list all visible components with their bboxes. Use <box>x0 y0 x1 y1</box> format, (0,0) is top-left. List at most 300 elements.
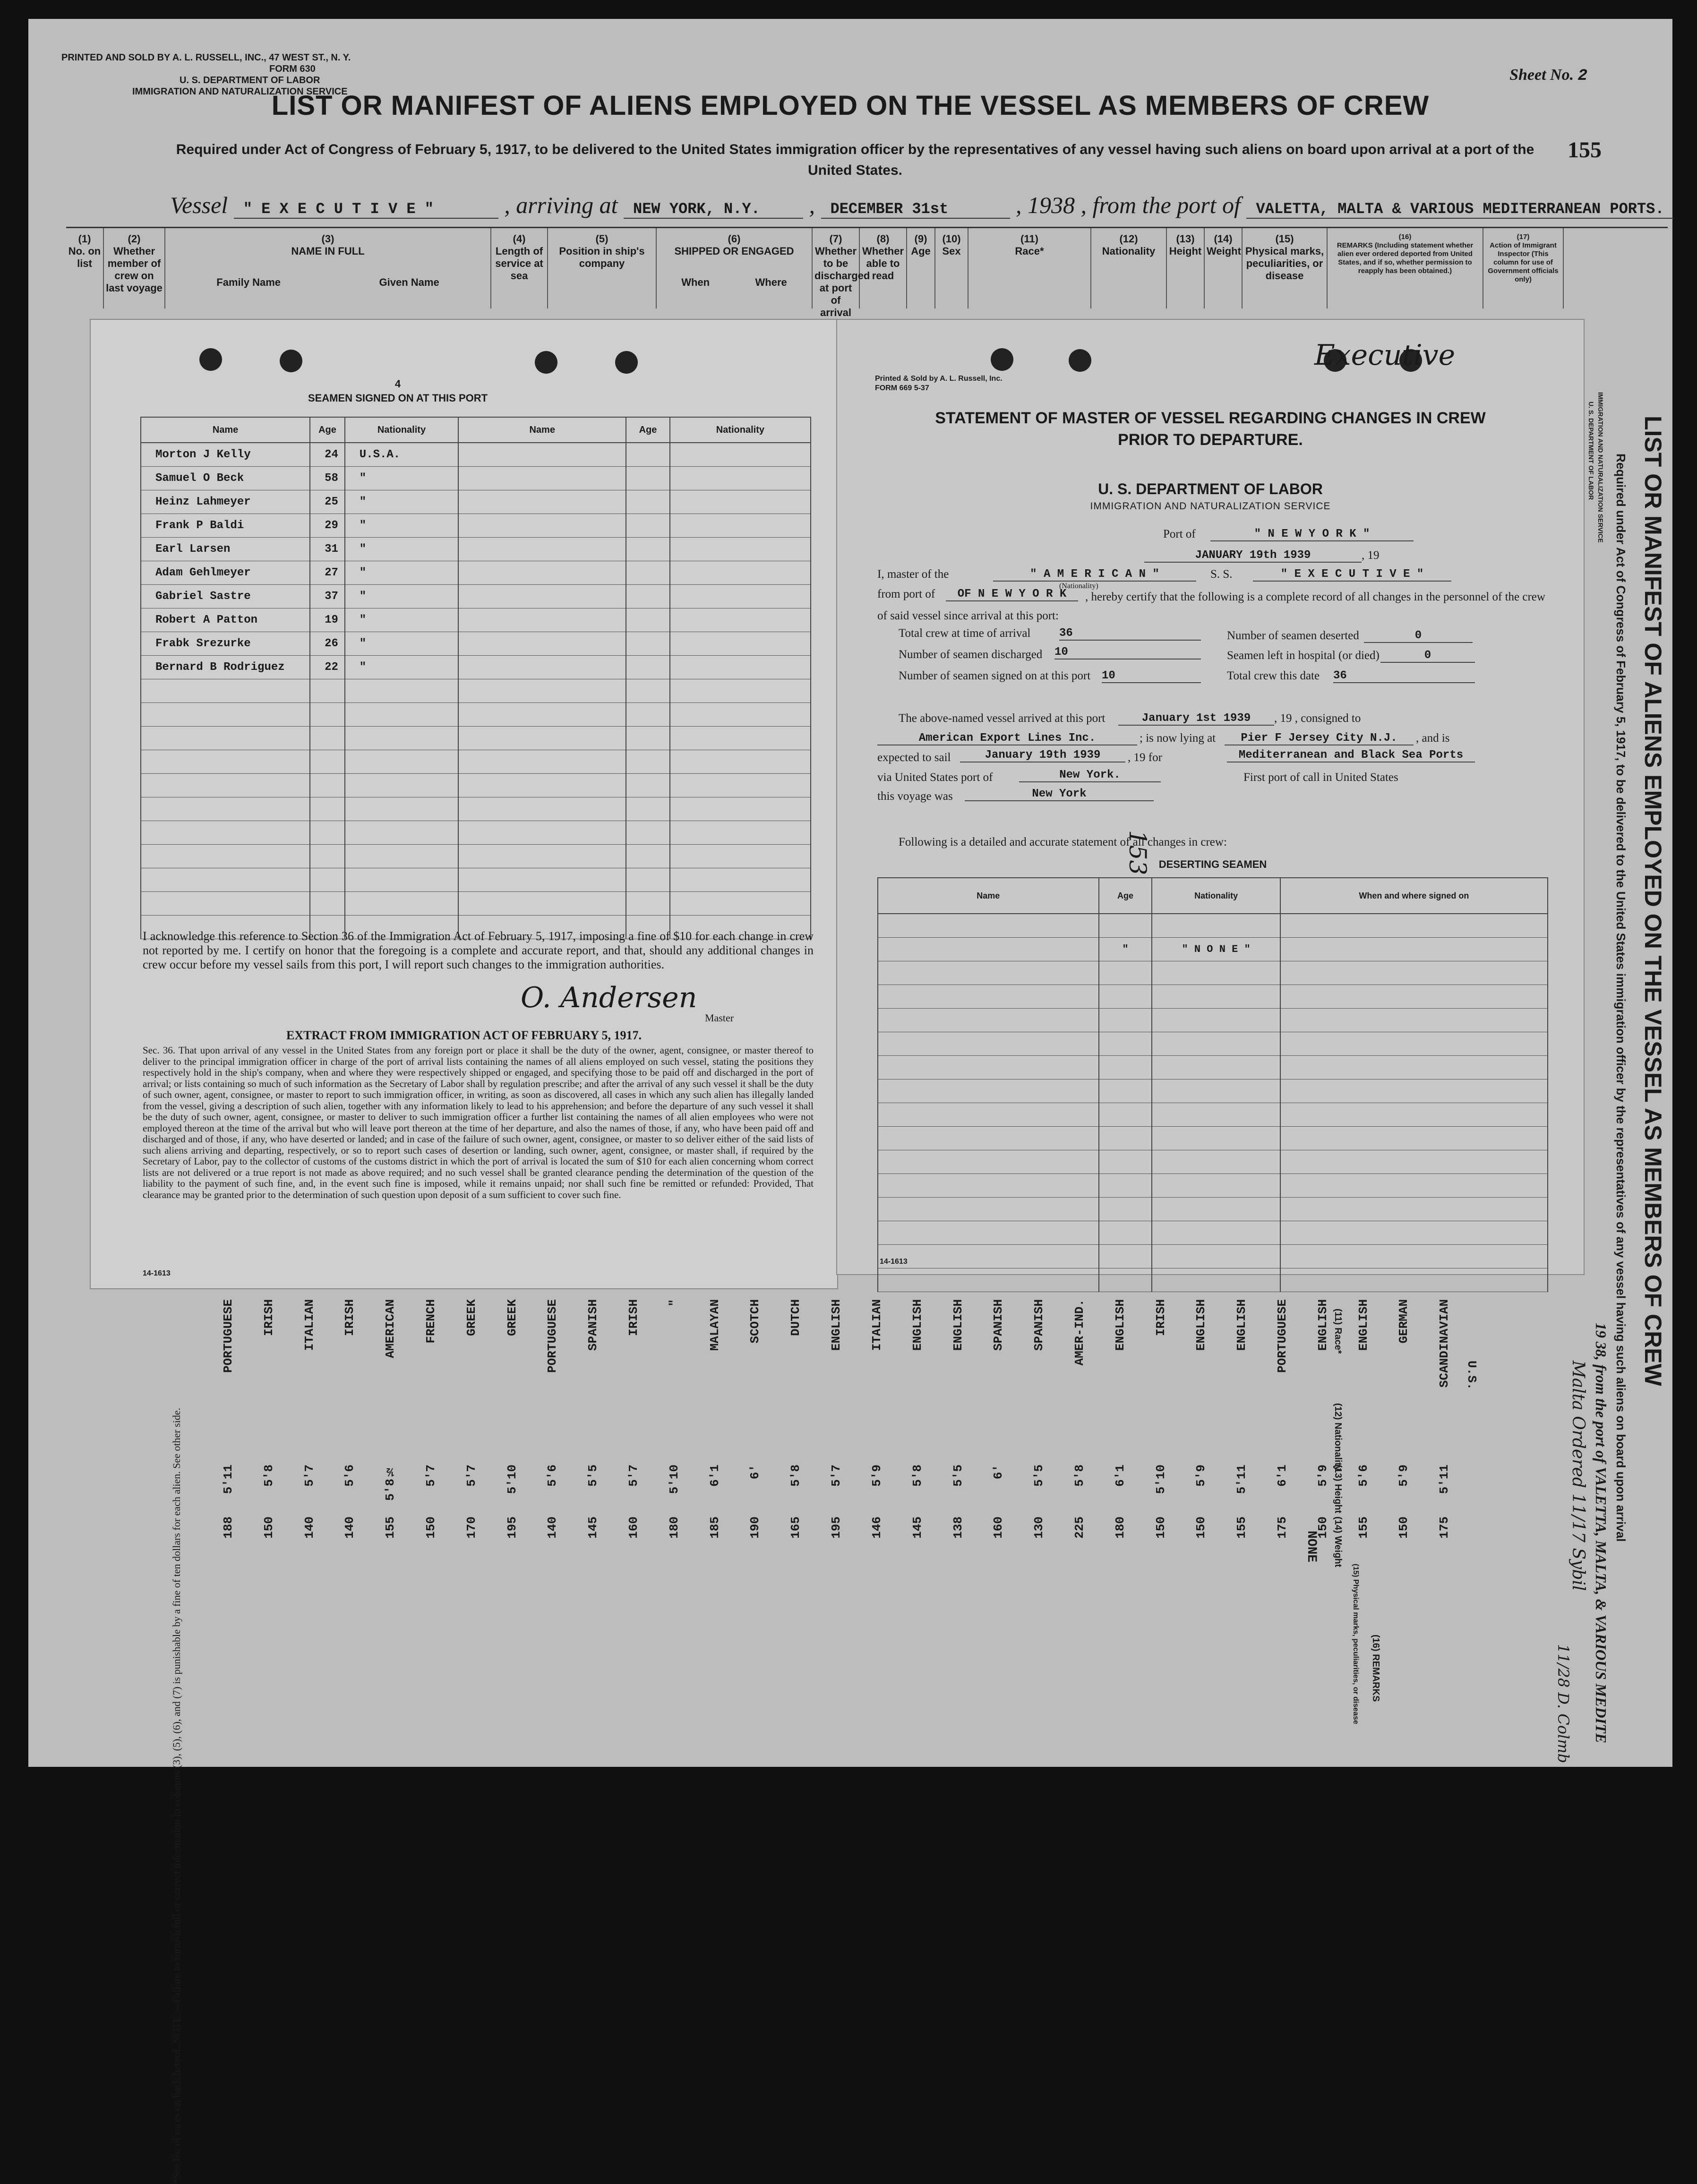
crew-weight: 195 <box>829 1516 844 1539</box>
crew-row <box>947 1285 976 1729</box>
blank-cell <box>1099 1103 1152 1127</box>
col-16: (16) REMARKS (Including statement whether alien ever ordered deported from United States, and if so, whether permission to reapply has been obtained.) <box>1328 228 1483 308</box>
crew-height: 5'10 <box>505 1465 519 1494</box>
blank-cell <box>626 585 669 608</box>
signed-on-age: 58 <box>310 467 345 490</box>
blank-cell <box>1099 1032 1152 1056</box>
table-row <box>878 1056 1548 1079</box>
consignee-value: American Export Lines Inc. <box>877 732 1137 745</box>
table-row <box>141 632 811 656</box>
table-row <box>141 490 811 514</box>
via-label: via United States port of <box>877 771 993 784</box>
crew-row <box>1150 1285 1178 1729</box>
blank-cell <box>1152 1103 1280 1127</box>
deserted-value: 0 <box>1364 629 1473 643</box>
crew-height: 6'1 <box>1113 1465 1127 1487</box>
crew-race: PORTUGUESE <box>545 1299 560 1373</box>
blank-cell <box>1099 961 1152 985</box>
crew-weight: 180 <box>667 1516 681 1539</box>
vessel-line: Vessel " E X E C U T I V E " , arriving at NEW YORK, N.Y. , DECEMBER 31st , 1938 , from the port of VALETTA, MALTA & VARIOUS MEDITERRANEAN PORTS. <box>170 191 1644 219</box>
crew-height: 5'7 <box>302 1465 317 1487</box>
blank-cell <box>345 703 458 727</box>
side-port-line: 19 38, from the port of VALETTA, MALTA, & VARIOUS MEDITE <box>1593 1323 1610 1743</box>
crew-race: SCANDINAVIAN <box>1437 1299 1452 1388</box>
ship-value: " E X E C U T I V E " <box>1253 568 1451 582</box>
signed-on-name: Earl Larsen <box>141 538 310 561</box>
blank-cell <box>310 679 345 703</box>
crew-race: SPANISH <box>586 1299 600 1351</box>
blank-cell <box>458 797 626 821</box>
crew-race: AMER-IND. <box>1072 1299 1087 1366</box>
insert-page-number: 4 <box>394 378 401 390</box>
physical-marks-none: NONE <box>1304 1531 1319 1563</box>
blank-cell <box>626 561 669 585</box>
crew-weight: 146 <box>869 1516 884 1539</box>
signed-on-name: Frank P Baldi <box>141 514 310 538</box>
signed-on-nationality: " <box>345 490 458 514</box>
table-row <box>878 1079 1548 1103</box>
statement-form-code: 14-1613 <box>880 1258 908 1266</box>
crew-race: FRENCH <box>424 1299 438 1344</box>
this-voyage-label: this voyage was <box>877 790 953 803</box>
blank-cell <box>458 679 626 703</box>
blank-cell <box>345 774 458 797</box>
crew-row <box>582 1285 610 1729</box>
blank-cell <box>1280 1032 1548 1056</box>
master-of-label: I, master of the <box>877 568 949 581</box>
service-name: IMMIGRATION AND NATURALIZATION SERVICE <box>132 86 348 97</box>
crew-weight: 145 <box>586 1516 600 1539</box>
side-handwritten-note: Malta Ordered 11/17 Sybil <box>1568 1361 1588 1591</box>
signed-on-age: 24 <box>310 443 345 467</box>
crew-weight: 190 <box>748 1516 763 1539</box>
crew-race: IRISH <box>343 1299 357 1336</box>
signed-on-age: 19 <box>310 608 345 632</box>
punch-hole <box>1069 349 1091 372</box>
col-9: (9) Age <box>907 228 935 308</box>
total-crew-date-label: Total crew this date <box>1227 669 1320 682</box>
blank-cell <box>1280 961 1548 985</box>
blank-cell <box>1099 1198 1152 1221</box>
crew-row <box>1393 1285 1421 1729</box>
crew-race: ENGLISH <box>1315 1299 1330 1351</box>
blank-cell <box>878 1032 1099 1056</box>
signed-on-nationality: " <box>345 608 458 632</box>
punch-hole <box>199 348 222 371</box>
crew-height: 5'7 <box>829 1465 844 1487</box>
blank-cell <box>310 774 345 797</box>
acknowledgment-text: I acknowledge this reference to Section 36 of the Immigration Act of February 5, 1917, imposing a fine of $10 for each change in crew not reported by me. I certify on honor that the foregoing is a complete and accurate report, and that, should any additional changes in crew occur before my vessel sails from this port, I will report such changes to the immigration authorities. <box>143 929 814 971</box>
signed-on-name: Frabk Srezurke <box>141 632 310 656</box>
table-row <box>878 1127 1548 1150</box>
signed-on-nationality: " <box>345 467 458 490</box>
blank-cell <box>141 821 310 845</box>
signed-on-name: Gabriel Sastre <box>141 585 310 608</box>
crew-height: 5'8 <box>1072 1465 1087 1487</box>
blank-cell <box>878 961 1099 985</box>
deserted-label: Number of seamen deserted <box>1227 629 1359 642</box>
blank-cell <box>1280 1221 1548 1245</box>
statement-insert <box>836 319 1585 1275</box>
blank-cell <box>458 443 626 467</box>
lower-head-weight: (14) Weight <box>1333 1516 1343 1567</box>
crew-height: 5'9 <box>1315 1465 1330 1487</box>
crew-weight: 175 <box>1437 1516 1452 1539</box>
blank-cell <box>626 750 669 774</box>
crew-row <box>1231 1285 1259 1729</box>
crew-height: 5'5 <box>1032 1465 1046 1487</box>
vessel-label: Vessel <box>170 192 228 218</box>
crew-weight: 150 <box>1397 1516 1411 1539</box>
crew-weight: 225 <box>1072 1516 1087 1539</box>
table-row <box>878 961 1548 985</box>
blank-cell <box>1099 914 1152 938</box>
vessel-value: " E X E C U T I V E " <box>234 200 498 219</box>
table-row <box>141 821 811 845</box>
crew-race: SPANISH <box>991 1299 1006 1351</box>
side-sheet <box>1554 331 1672 1772</box>
crew-height: 5'8 <box>910 1465 925 1487</box>
crew-weight: 165 <box>789 1516 803 1539</box>
from-port-value: OF N E W Y O R K <box>946 588 1078 601</box>
col-17: (17) Action of Immigrant Inspector (This column for use of Government officials only) <box>1483 228 1564 308</box>
blank-cell <box>1099 1150 1152 1174</box>
signed-on-nationality: " <box>345 514 458 538</box>
crew-row <box>825 1285 854 1729</box>
sheet-no-value: 2 <box>1577 67 1587 85</box>
crew-race: SPANISH <box>1032 1299 1046 1351</box>
manifest-sheet <box>28 19 1672 2184</box>
table-row <box>141 892 811 916</box>
blank-cell <box>1280 1009 1548 1032</box>
column-headers <box>66 227 1668 318</box>
destination-value: Mediterranean and Black Sea Ports <box>1227 749 1475 762</box>
blank-cell <box>670 467 811 490</box>
crew-race: PORTUGUESE <box>1275 1299 1289 1373</box>
crew-weight: 160 <box>991 1516 1006 1539</box>
blank-cell <box>310 892 345 916</box>
lying-value: Pier F Jersey City N.J. <box>1225 732 1414 745</box>
certify-text: , hereby certify that the following is a complete record of all changes in the personnel of the crew of said vessel since arrival at this port: <box>877 591 1545 622</box>
crew-weight: 155 <box>383 1516 398 1539</box>
signed-on-name: Adam Gehlmeyer <box>141 561 310 585</box>
desert-th-signed: When and where signed on <box>1280 878 1548 914</box>
crew-height: 5'7 <box>464 1465 479 1487</box>
blank-cell <box>458 608 626 632</box>
discharged-value: 10 <box>1054 646 1201 659</box>
blank-cell <box>1280 1103 1548 1127</box>
expected-sail-value: January 19th 1939 <box>960 749 1125 762</box>
crew-row <box>379 1285 408 1729</box>
lower-head-race: (11) Race* <box>1333 1309 1343 1354</box>
blank-cell <box>458 585 626 608</box>
blank-cell <box>670 656 811 679</box>
blank-cell <box>670 561 811 585</box>
blank-cell <box>310 750 345 774</box>
blank-cell <box>670 868 811 892</box>
lower-head-marks: (15) Physical marks, peculiarities, or disease <box>1352 1564 1360 1724</box>
blank-cell <box>670 774 811 797</box>
crew-row <box>663 1285 692 1729</box>
table-row <box>878 1245 1548 1268</box>
blank-cell <box>1152 1268 1280 1292</box>
signed-on-nationality: " <box>345 561 458 585</box>
crew-rows-strip <box>217 1285 1493 1729</box>
form-code: 14-1613 <box>143 1269 171 1277</box>
signed-on-name: Robert A Patton <box>141 608 310 632</box>
blank-cell <box>626 632 669 656</box>
hospital-value: 0 <box>1380 649 1475 663</box>
blank-cell <box>1152 961 1280 985</box>
crew-weight: 150 <box>1153 1516 1168 1539</box>
blank-cell <box>458 467 626 490</box>
col-11: (11) Race* <box>968 228 1091 308</box>
crew-row <box>541 1285 570 1729</box>
punch-hole <box>991 348 1013 371</box>
col-4: (4) Length of service at sea <box>491 228 548 308</box>
statement-title <box>837 407 1584 451</box>
crew-weight: 188 <box>221 1516 235 1539</box>
crew-weight: 195 <box>505 1516 519 1539</box>
side-title: LIST OR MANIFEST OF ALIENS EMPLOYED ON THE VESSEL AS MEMBERS OF CREW <box>1640 416 1666 1386</box>
crew-race: ENGLISH <box>1234 1299 1249 1351</box>
crew-row <box>785 1285 813 1729</box>
arrival-year: 38 <box>1051 192 1075 218</box>
crew-height: 5'9 <box>1397 1465 1411 1487</box>
following-label: Following is a detailed and accurate statement of all changes in crew: <box>899 836 1227 848</box>
statement-date-suffix: , 19 <box>1362 549 1380 562</box>
extract-title: EXTRACT FROM IMMIGRATION ACT OF FEBRUARY 5, 1917. <box>286 1028 642 1042</box>
blank-cell <box>670 585 811 608</box>
blank-cell <box>345 727 458 750</box>
table-row <box>141 538 811 561</box>
crew-height: 5'6 <box>1356 1465 1371 1487</box>
arrived-label: The above-named vessel arrived at this port <box>899 712 1106 725</box>
crew-weight: 150 <box>1315 1516 1330 1539</box>
crew-row <box>744 1285 772 1729</box>
signed-on-age: 37 <box>310 585 345 608</box>
blank-cell <box>345 892 458 916</box>
crew-weight: 140 <box>343 1516 357 1539</box>
expected-label-2: expected to sail <box>877 751 951 764</box>
blank-cell <box>1152 1032 1280 1056</box>
table-row <box>878 914 1548 938</box>
blank-cell <box>1152 985 1280 1009</box>
blank-cell <box>141 679 310 703</box>
blank-cell <box>458 514 626 538</box>
crew-race: DUTCH <box>789 1299 803 1336</box>
table-row <box>141 703 811 727</box>
crew-height: 5'9 <box>1194 1465 1208 1487</box>
col-2: (2) Whether member of crew on last voyage <box>104 228 165 308</box>
crew-row <box>1109 1285 1138 1729</box>
blank-cell <box>458 774 626 797</box>
desert-th-age: Age <box>1099 878 1152 914</box>
arrived-value: January 1st 1939 <box>1118 712 1274 726</box>
signed-on-nationality: U.S.A. <box>345 443 458 467</box>
blank-cell <box>1099 1127 1152 1150</box>
blank-cell <box>1152 1174 1280 1198</box>
crew-weight: 140 <box>545 1516 560 1539</box>
blank-cell <box>1280 1198 1548 1221</box>
deserting-table <box>877 877 1548 1292</box>
col-13: (13) Height <box>1167 228 1205 308</box>
arriving-value: NEW YORK, N.Y. <box>624 200 803 219</box>
blank-cell <box>670 821 811 845</box>
page-number: 155 <box>1568 137 1602 163</box>
form-number: FORM 630 <box>269 64 316 74</box>
blank-cell <box>626 538 669 561</box>
crew-weight: 145 <box>910 1516 925 1539</box>
blank-cell <box>670 632 811 656</box>
crew-weight: 155 <box>1234 1516 1249 1539</box>
crew-weight: 150 <box>424 1516 438 1539</box>
blank-cell <box>1280 914 1548 938</box>
blank-cell <box>458 703 626 727</box>
blank-cell <box>345 868 458 892</box>
crew-weight: 138 <box>951 1516 965 1539</box>
lower-head-height: (13) Height <box>1333 1465 1343 1514</box>
blank-cell <box>670 703 811 727</box>
crew-height: 5'10 <box>1153 1465 1168 1494</box>
blank-cell <box>878 1127 1099 1150</box>
from-label: , from the port of <box>1080 192 1241 218</box>
blank-cell <box>1152 1245 1280 1268</box>
statement-title-1: STATEMENT OF MASTER OF VESSEL REGARDING CHANGES IN CREW <box>935 409 1486 427</box>
blank-cell <box>878 1268 1099 1292</box>
signed-on-label: Number of seamen signed on at this port <box>899 669 1091 682</box>
blank-cell <box>458 845 626 868</box>
col-14: (14) Weight <box>1205 228 1243 308</box>
blank-cell <box>310 845 345 868</box>
table-row <box>878 1103 1548 1127</box>
blank-cell <box>458 821 626 845</box>
blank-cell <box>310 703 345 727</box>
blank-cell <box>626 679 669 703</box>
nationality-note: (Nationality) <box>1059 582 1098 590</box>
desert-none: " N O N E " <box>1152 938 1280 961</box>
blank-cell <box>1099 1079 1152 1103</box>
for-label: , 19 for <box>1128 751 1162 764</box>
crew-row <box>1433 1285 1462 1729</box>
crew-height: 6' <box>991 1465 1006 1480</box>
statement-printer <box>875 374 1003 393</box>
from-port-label: from port of <box>877 588 935 600</box>
crew-row <box>866 1285 894 1729</box>
crew-row <box>1190 1285 1218 1729</box>
signed-on-name: Bernard B Rodriguez <box>141 656 310 679</box>
crew-race: ENGLISH <box>1113 1299 1127 1351</box>
statement-date: JANUARY 19th 1939 <box>1144 549 1362 563</box>
nationality-value: " A M E R I C A N " <box>993 568 1196 582</box>
table-row <box>878 1268 1548 1292</box>
blank-cell <box>1099 985 1152 1009</box>
crew-row <box>299 1285 327 1729</box>
side-service: IMMIGRATION AND NATURALIZATION SERVICE <box>1597 392 1604 543</box>
blank-cell <box>878 1221 1099 1245</box>
signed-on-table <box>140 417 811 939</box>
page-stamp: 153 <box>1124 830 1151 875</box>
lower-head-nationality: (12) Nationality <box>1333 1403 1343 1471</box>
crew-race: ENGLISH <box>951 1299 965 1351</box>
table-row <box>878 1198 1548 1221</box>
signed-on-name: Morton J Kelly <box>141 443 310 467</box>
blank-cell <box>1280 1150 1548 1174</box>
col-3: (3) NAME IN FULL Family Name Given Name <box>165 228 491 308</box>
master-signature: O. Andersen <box>521 981 697 1014</box>
blank-cell <box>1099 1174 1152 1198</box>
blank-cell <box>1152 914 1280 938</box>
signed-on-nationality: " <box>345 656 458 679</box>
signed-on-age: 25 <box>310 490 345 514</box>
statement-form: FORM 669 5-37 <box>875 384 929 392</box>
lower-head-remarks: (16) REMARKS <box>1371 1635 1381 1702</box>
crew-race: ENGLISH <box>1194 1299 1208 1351</box>
blank-cell <box>310 797 345 821</box>
table-row <box>141 797 811 821</box>
crew-race: IRISH <box>261 1299 276 1336</box>
table-row <box>878 1009 1548 1032</box>
table-row <box>141 727 811 750</box>
blank-cell <box>345 750 458 774</box>
blank-cell <box>1152 1221 1280 1245</box>
total-crew-arrival-label: Total crew at time of arrival <box>899 627 1031 640</box>
crew-row <box>1028 1285 1056 1729</box>
table-row <box>141 561 811 585</box>
table-row <box>141 750 811 774</box>
crew-row <box>987 1285 1016 1729</box>
crew-race: IRISH <box>1153 1299 1168 1336</box>
blank-cell <box>626 821 669 845</box>
blank-cell <box>141 892 310 916</box>
dept-name: U. S. DEPARTMENT OF LABOR <box>180 75 320 86</box>
footnote: *See list of races on back hereof. NOTE.—Failure to furnish full or correct information in columns (3), (5), (6), and (7) is punishable by a fine of ten dollars for each alien. See other side. <box>171 1408 182 2184</box>
crew-race: IRISH <box>626 1299 641 1336</box>
crew-height: 6' <box>748 1465 763 1480</box>
blank-cell <box>345 679 458 703</box>
blank-cell <box>878 1174 1099 1198</box>
statement-printer-line: Printed & Sold by A. L. Russell, Inc. <box>875 375 1003 383</box>
port-value: " N E W Y O R K " <box>1210 528 1414 541</box>
table-row <box>141 679 811 703</box>
blank-cell <box>458 727 626 750</box>
blank-cell <box>1280 1056 1548 1079</box>
signed-on-title: SEAMEN SIGNED ON AT THIS PORT <box>308 392 488 404</box>
blank-cell <box>878 1079 1099 1103</box>
statement-dept: U. S. DEPARTMENT OF LABOR <box>1098 480 1323 497</box>
blank-cell <box>310 821 345 845</box>
crew-race: ENGLISH <box>829 1299 844 1351</box>
crew-weight: 140 <box>302 1516 317 1539</box>
punch-hole <box>280 350 302 372</box>
crew-height: 5'7 <box>626 1465 641 1487</box>
crew-row <box>704 1285 732 1729</box>
blank-cell <box>141 727 310 750</box>
master-label: Master <box>705 1012 734 1024</box>
table-row <box>878 938 1548 961</box>
blank-cell <box>626 608 669 632</box>
col-5: (5) Position in ship's company <box>548 228 657 308</box>
port-label: Port of <box>1163 528 1196 540</box>
crew-weight: 150 <box>261 1516 276 1539</box>
crew-row <box>339 1285 367 1729</box>
col-10: (10) Sex <box>935 228 968 308</box>
blank-cell <box>626 797 669 821</box>
signed-on-age: 27 <box>310 561 345 585</box>
blank-cell <box>1152 1198 1280 1221</box>
hospital-label: Seamen left in hospital (or died) <box>1227 649 1380 662</box>
table-row <box>878 985 1548 1009</box>
